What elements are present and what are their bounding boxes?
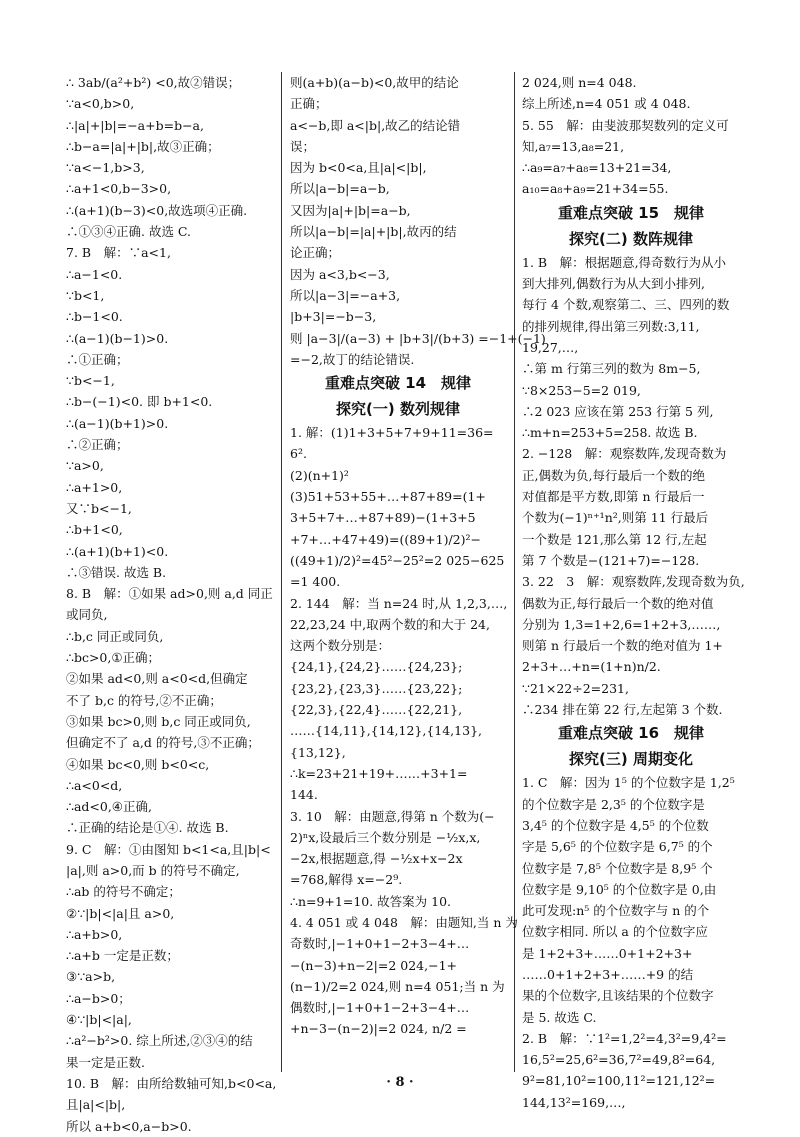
section-title: 重难点突破 16 规律 bbox=[557, 724, 705, 743]
text-line: ∴①③④正确. 故选 C. bbox=[66, 224, 192, 240]
text-line: ∴正确的结论是①④. 故选 B. bbox=[66, 820, 229, 836]
text-line: ∴ 3ab/(a²+b²) <0,故②错误； bbox=[66, 75, 241, 90]
text-line: a<−b,即 a<|b|,故乙的结论错 bbox=[290, 117, 461, 133]
text-line: ∴234 排在第 22 行,左起第 3 个数. bbox=[522, 702, 723, 718]
text-line: ∵a<0,b>0, bbox=[66, 96, 135, 112]
text-line: 到大排列,偶数行为从大到小排列, bbox=[522, 276, 705, 292]
text-line: 144,13²=169,…, bbox=[522, 1094, 626, 1110]
text-line: 19,27,…, bbox=[522, 339, 579, 355]
text-line: a₁₀=a₈+a₉=21+34=55. bbox=[522, 181, 669, 197]
text-line: 第 7 个数是−(121+7)=−128. bbox=[522, 552, 700, 568]
text-line: 2 024,则 n=4 048. bbox=[522, 75, 637, 90]
text-line: +7+…+47+49)=((89+1)/2)²− bbox=[290, 531, 481, 547]
text-line: 3. 22 3 解：观察数阵,发现奇数为负, bbox=[522, 574, 745, 590]
text-line: ④如果 bc<0,则 b<0<c, bbox=[66, 756, 210, 772]
text-line: 又∵b<−1, bbox=[66, 500, 132, 516]
text-line: ③∵a>b, bbox=[66, 969, 116, 985]
text-line: 2. 144 解：当 n=24 时,从 1,2,3,…, bbox=[290, 595, 508, 611]
text-line: ∴a−1<0. bbox=[66, 266, 123, 282]
text-line: 正确； bbox=[290, 96, 328, 112]
text-line: ③如果 bc>0,则 b,c 同正或同负, bbox=[66, 713, 251, 729]
text-line: 所以|a−b|=a−b, bbox=[290, 181, 390, 197]
text-line: 果一定是正数. bbox=[66, 1054, 145, 1070]
text-line: 位数字是 9,10⁵ 的个位数字是 0,由 bbox=[522, 881, 717, 897]
text-line: ∵a>0, bbox=[66, 458, 104, 474]
text-line: 16,5²=25,6²=36,7²=49,8²=64, bbox=[522, 1052, 716, 1068]
text-line: 1. C 解：因为 1⁵ 的个位数字是 1,2⁵ bbox=[522, 775, 735, 791]
text-line: 10. B 解：由所给数轴可知,b<0<a, bbox=[66, 1075, 277, 1091]
text-line: 偶数时,|−1+0+1−2+3−4+… bbox=[290, 1000, 470, 1016]
text-line: 22,23,24 中,取两个数的和大于 24, bbox=[290, 616, 490, 632]
text-line: 此可发现:n⁵ 的个位数字与 n 的个 bbox=[522, 903, 710, 919]
answer-block bbox=[522, 252, 745, 721]
text-line: =−2,故丁的结论错误. bbox=[290, 351, 415, 367]
text-line: 位数字相同. 所以 a 的个位数字应 bbox=[522, 924, 708, 940]
text-line: +n−3−(n−2)|=2 024, n/2 = bbox=[290, 1021, 467, 1037]
text-line: ∵b<−1, bbox=[66, 373, 115, 389]
text-line: ∵21×22÷2=231, bbox=[522, 680, 629, 696]
text-line: ∴a+1<0,b−3>0, bbox=[66, 181, 172, 197]
text-line: 知,a₇=13,a₈=21, bbox=[522, 138, 625, 154]
text-line: 2. B 解：∵1²=1,2²=4,3²=9,4²= bbox=[522, 1030, 727, 1046]
text-line: 又因为|a|+|b|=a−b, bbox=[290, 202, 411, 218]
text-line: ……{14,11},{14,12},{14,13}, bbox=[290, 723, 482, 739]
text-line: ∴k=23+21+19+……+3+1= bbox=[290, 765, 468, 781]
text-line: 则第 n 行最后一个数的绝对值为 1+ bbox=[522, 638, 723, 654]
text-line: 1. B 解：根据题意,得奇数行为从小 bbox=[522, 254, 727, 270]
text-line: ∴b−1<0. bbox=[66, 309, 123, 325]
text-line: 不了 b,c 的符号,②不正确； bbox=[66, 692, 222, 708]
text-line: ∴ad<0,④正确, bbox=[66, 799, 152, 815]
text-line: ②如果 ad<0,则 a<0<d,但确定 bbox=[66, 671, 248, 687]
column-divider bbox=[281, 72, 282, 1072]
text-line: =768,解得 x=−2⁹. bbox=[290, 872, 403, 888]
text-line: {13,12}, bbox=[290, 744, 346, 760]
text-line: {23,2},{23,3}……{23,22}; bbox=[290, 680, 463, 696]
text-line: ∴ab 的符号不确定； bbox=[66, 884, 181, 900]
answer-block bbox=[290, 72, 546, 370]
text-line: (2)(n+1)² bbox=[290, 467, 349, 483]
text-line: 7. B 解：∵a<1, bbox=[66, 245, 171, 261]
text-line: ∴bc>0,①正确； bbox=[66, 650, 161, 666]
text-line: ∴a−b>0； bbox=[66, 990, 131, 1006]
text-line: 一个数是 121,那么第 12 行,左起 bbox=[522, 531, 707, 547]
text-line: 综上所述,n=4 051 或 4 048. bbox=[522, 96, 691, 112]
text-line: 所以|a−3|=−a+3, bbox=[290, 287, 401, 303]
text-line: 是 1+2+3+……0+1+2+3+ bbox=[522, 945, 693, 961]
text-line: 对值都是平方数,即第 n 行最后一 bbox=[522, 489, 705, 505]
text-line: 因为 b<0<a,且|a|<|b|, bbox=[290, 160, 427, 176]
text-line: (3)51+53+55+…+87+89=(1+ bbox=[290, 489, 486, 505]
column-left bbox=[66, 72, 277, 1137]
text-line: 2. −128 解：观察数阵,发现奇数为 bbox=[522, 446, 727, 462]
text-line: 所以|a−b|=|a|+|b|,故丙的结 bbox=[290, 224, 457, 240]
text-line: 每行 4 个数,观察第二、三、四列的数 bbox=[522, 297, 730, 313]
text-line: ∴b−(−1)<0. 即 b+1<0. bbox=[66, 394, 213, 410]
column-middle bbox=[290, 72, 546, 1040]
text-line: 的个位数字是 2,3⁵ 的个位数字是 bbox=[522, 796, 705, 812]
section-subtitle: 探究(一) 数列规律 bbox=[336, 400, 460, 419]
text-line: 且|a|<|b|, bbox=[66, 1097, 126, 1113]
text-line: ∴③错误. 故选 B. bbox=[66, 564, 167, 580]
text-line: 偶数为正,每行最后一个数的绝对值 bbox=[522, 595, 714, 611]
text-line: ∴②正确； bbox=[66, 437, 129, 453]
text-line: 正,偶数为负,每行最后一个数的绝 bbox=[522, 467, 705, 483]
text-line: 分别为 1,3=1+2,6=1+2+3,……, bbox=[522, 616, 721, 632]
text-line: =1 400. bbox=[290, 574, 341, 590]
text-line: ∴n=9+1=10. 故答案为 10. bbox=[290, 893, 452, 909]
text-line: 论正确； bbox=[290, 245, 341, 261]
text-line: ((49+1)/2)²=45²−25²=2 025−625 bbox=[290, 552, 505, 568]
text-line: ∴a+1>0, bbox=[66, 479, 123, 495]
text-line: ∴b,c 同正或同负, bbox=[66, 628, 164, 644]
text-line: ∴第 m 行第三列的数为 8m−5, bbox=[522, 361, 701, 377]
text-line: ∴(a−1)(b+1)>0. bbox=[66, 415, 169, 431]
text-line: ∴a²−b²>0. 综上所述,②③④的结 bbox=[66, 1033, 253, 1049]
text-line: 所以 a+b<0,a−b>0. bbox=[66, 1118, 192, 1134]
text-line: 2+3+…+n=(1+n)n/2. bbox=[522, 659, 661, 675]
text-line: 或同负, bbox=[66, 607, 108, 623]
text-line: 3+5+7+…+87+89)−(1+3+5 bbox=[290, 510, 476, 526]
text-line: ∴m+n=253+5=258. 故选 B. bbox=[522, 425, 698, 441]
text-line: ∵a<−1,b>3, bbox=[66, 160, 145, 176]
section-subtitle: 探究(三) 周期变化 bbox=[569, 750, 693, 769]
text-line: 位数字是 7,8⁵ 个位数字是 8,9⁵ 个 bbox=[522, 860, 713, 876]
text-line: ④∵|b|<|a|, bbox=[66, 1012, 132, 1028]
text-line: ……0+1+2+3+……+9 的结 bbox=[522, 966, 694, 982]
text-line: ∴b+1<0, bbox=[66, 522, 123, 538]
text-line: ②∵|b|<|a|且 a>0, bbox=[66, 905, 175, 921]
text-line: −(n−3)+n−2|=2 024,−1+ bbox=[290, 957, 457, 973]
text-line: 5. 55 解：由斐波那契数列的定义可 bbox=[522, 117, 729, 133]
section-title: 重难点突破 14 规律 bbox=[324, 374, 472, 393]
section-title: 重难点突破 15 规律 bbox=[557, 203, 705, 222]
text-line: 则 |a−3|/(a−3) + |b+3|/(b+3) =−1+(−1) bbox=[290, 330, 546, 346]
text-line: 3. 10 解：由题意,得第 n 个数为(− bbox=[290, 808, 495, 824]
text-line: 但确定不了 a,d 的符号,③不正确； bbox=[66, 735, 260, 751]
text-line: 这两个数分别是： bbox=[290, 638, 391, 654]
text-line: 字是 5,6⁵ 的个位数字是 6,7⁵ 的个 bbox=[522, 839, 713, 855]
text-line: 144. bbox=[290, 787, 318, 803]
text-line: ∴(a−1)(b−1)>0. bbox=[66, 330, 169, 346]
text-line: 的排列规律,得出第三列数:3,11, bbox=[522, 318, 700, 334]
text-line: ∴a+b>0, bbox=[66, 926, 123, 942]
text-line: 则(a+b)(a−b)<0,故甲的结论 bbox=[290, 75, 459, 90]
column-right bbox=[522, 72, 745, 1113]
text-line: ∵b<1, bbox=[66, 287, 105, 303]
text-line: ∴2 023 应该在第 253 行第 5 列, bbox=[522, 403, 714, 419]
text-line: ∴a<0<d, bbox=[66, 777, 123, 793]
answer-block bbox=[290, 422, 518, 1040]
text-line: (n−1)/2=2 024,则 n=4 051;当 n 为 bbox=[290, 978, 505, 994]
text-line: 4. 4 051 或 4 048 解：由题知,当 n 为 bbox=[290, 914, 518, 930]
text-line: ∴(a+1)(b+1)<0. bbox=[66, 543, 169, 559]
text-line: {24,1},{24,2}……{24,23}; bbox=[290, 659, 463, 675]
text-line: ∴a+b 一定是正数； bbox=[66, 948, 179, 964]
text-line: |b+3|=−b−3, bbox=[290, 309, 377, 325]
text-line: −2x,根据题意,得 −½x+x−2x bbox=[290, 851, 463, 867]
text-line: 3,4⁵ 的个位数字是 4,5⁵ 的个位数 bbox=[522, 817, 709, 833]
text-line: ∵8×253−5=2 019, bbox=[522, 382, 641, 398]
text-line: 是 5. 故选 C. bbox=[522, 1009, 597, 1025]
answer-block bbox=[522, 72, 740, 200]
text-line: 奇数时,|−1+0+1−2+3−4+… bbox=[290, 936, 470, 952]
text-line: {22,3},{22,4}……{22,21}, bbox=[290, 702, 463, 718]
text-line: 2)ⁿx,设最后三个数分别是 −½x,x, bbox=[290, 829, 481, 845]
text-line: ∴|a|+|b|=−a+b=b−a, bbox=[66, 117, 204, 133]
text-line: 误； bbox=[290, 138, 316, 154]
text-line: 果的个位数字,且该结果的个位数字 bbox=[522, 988, 714, 1004]
text-line: 1. 解：(1)1+3+5+7+9+11=36= bbox=[290, 425, 494, 441]
text-line: 个数为(−1)ⁿ⁺¹n²,则第 11 行最后 bbox=[522, 510, 709, 526]
text-line: 8. B 解：①如果 ad>0,则 a,d 同正 bbox=[66, 586, 273, 602]
text-line: ∴(a+1)(b−3)<0,故选项④正确. bbox=[66, 202, 248, 218]
text-line: |a|,则 a>0,而 b 的符号不确定, bbox=[66, 862, 240, 878]
text-line: ∴b−a=|a|+|b|,故③正确； bbox=[66, 138, 220, 154]
section-subtitle: 探究(二) 数阵规律 bbox=[569, 229, 693, 248]
text-line: 9²=81,10²=100,11²=121,12²= bbox=[522, 1073, 716, 1089]
text-line: ∴①正确； bbox=[66, 351, 129, 367]
text-line: 因为 a<3,b<−3, bbox=[290, 266, 390, 282]
page-number: · 8 · bbox=[386, 1075, 414, 1090]
answer-block bbox=[522, 772, 740, 1113]
text-line: 9. C 解：①由图知 b<1<a,且|b|< bbox=[66, 841, 271, 857]
text-line: 6². bbox=[290, 446, 307, 462]
text-line: ∴a₉=a₇+a₈=13+21=34, bbox=[522, 160, 672, 176]
